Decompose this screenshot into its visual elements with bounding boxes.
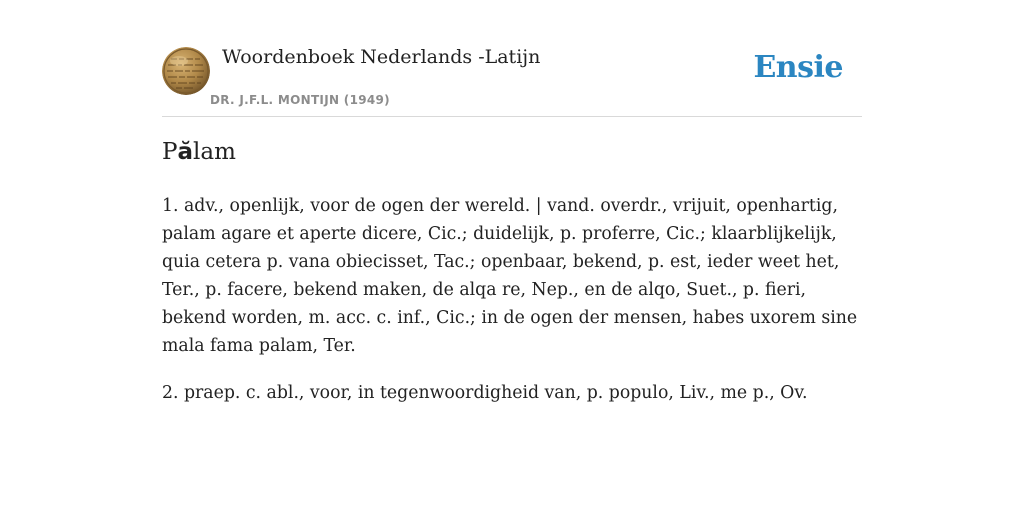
headword-prefix: P	[162, 139, 178, 165]
page-container	[162, 0, 862, 512]
headword-suffix: lam	[193, 139, 236, 165]
latin-inscription-coin-icon[interactable]	[162, 47, 210, 95]
headword	[162, 139, 236, 165]
book-header	[162, 38, 862, 117]
definition-1: 1. adv., openlijk, voor de ogen der wereld. | vand. overdr., vrijuit, openhartig, palam agare et aperte dicere, Cic.; duidelijk, p. proferre, Cic.; klaarblijkelijk, quia cetera p. vana obiecisset, Tac.; openbaar, bekend, p. est, ieder weet het, Ter., p. facere, bekend maken, de alqa re, Nep., en de alqo, Suet., p. fieri, bekend worden, m. acc. c. inf., Cic.; in de ogen der mensen, habes uxorem sine mala fama palam, Ter.	[162, 196, 858, 356]
headword-breve-letter: ă	[177, 139, 194, 165]
definition-2: 2. praep. c. abl., voor, in tegenwoordigheid van, p. populo, Liv., me p., Ov.	[162, 383, 808, 403]
site-logo[interactable]: Ensie	[753, 50, 843, 85]
book-author: DR. J.F.L. MONTIJN (1949)	[210, 93, 390, 107]
book-title[interactable]: Woordenboek Nederlands -Latijn	[222, 46, 541, 68]
